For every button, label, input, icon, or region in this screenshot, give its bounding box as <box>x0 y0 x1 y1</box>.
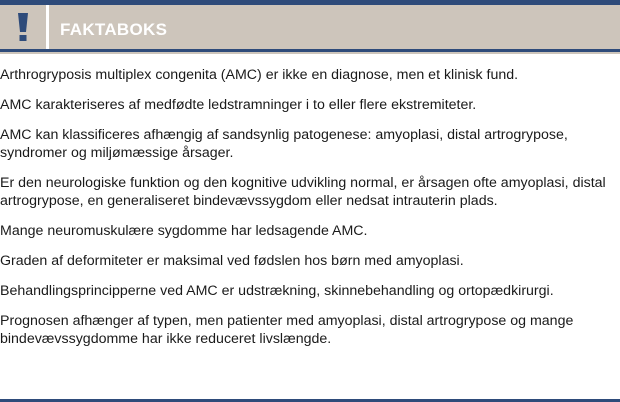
header-top-rule <box>0 0 620 5</box>
alert-badge <box>0 5 46 49</box>
factbox-title: FAKTABOKS <box>60 20 168 39</box>
fact-paragraph: Graden af deformiteter er maksimal ved fødslen hos børn med amyoplasi. <box>0 253 464 269</box>
factbox-header <box>0 0 620 54</box>
factbox-content <box>0 66 610 360</box>
fact-paragraph: Mange neuromuskulære sygdomme har ledsagende AMC. <box>0 223 368 239</box>
fact-paragraph: Prognosen afhænger af typen, men patienter med amyoplasi, distal artrogrypose og mange bindevævssygdomme har ikke reduceret livslængde. <box>0 313 574 347</box>
fact-paragraph: Er den neurologiske funktion og den kognitive udvikling normal, er årsagen ofte amyoplasi, distal artrogrypose, en generaliseret bindevævssygdom eller nedsat intrauterin plads. <box>0 175 606 209</box>
fact-paragraph: AMC kan klassificeres afhængig af sandsynlig patogenese: amyoplasi, distal artrogrypose, syndromer og miljømæssige årsager. <box>0 127 568 161</box>
fact-paragraph: Behandlingsprincipperne ved AMC er udstrækning, skinnebehandling og ortopædkirurgi. <box>0 283 554 299</box>
exclamation-icon <box>16 12 30 42</box>
fact-paragraph: Arthrogryposis multiplex congenita (AMC) er ikke en diagnose, men et klinisk fund. <box>0 67 519 83</box>
fact-paragraph: AMC karakteriseres af medfødte ledstramninger i to eller flere ekstremiteter. <box>0 97 477 113</box>
header-divider <box>46 5 49 49</box>
header-bottom-rule <box>0 49 620 52</box>
